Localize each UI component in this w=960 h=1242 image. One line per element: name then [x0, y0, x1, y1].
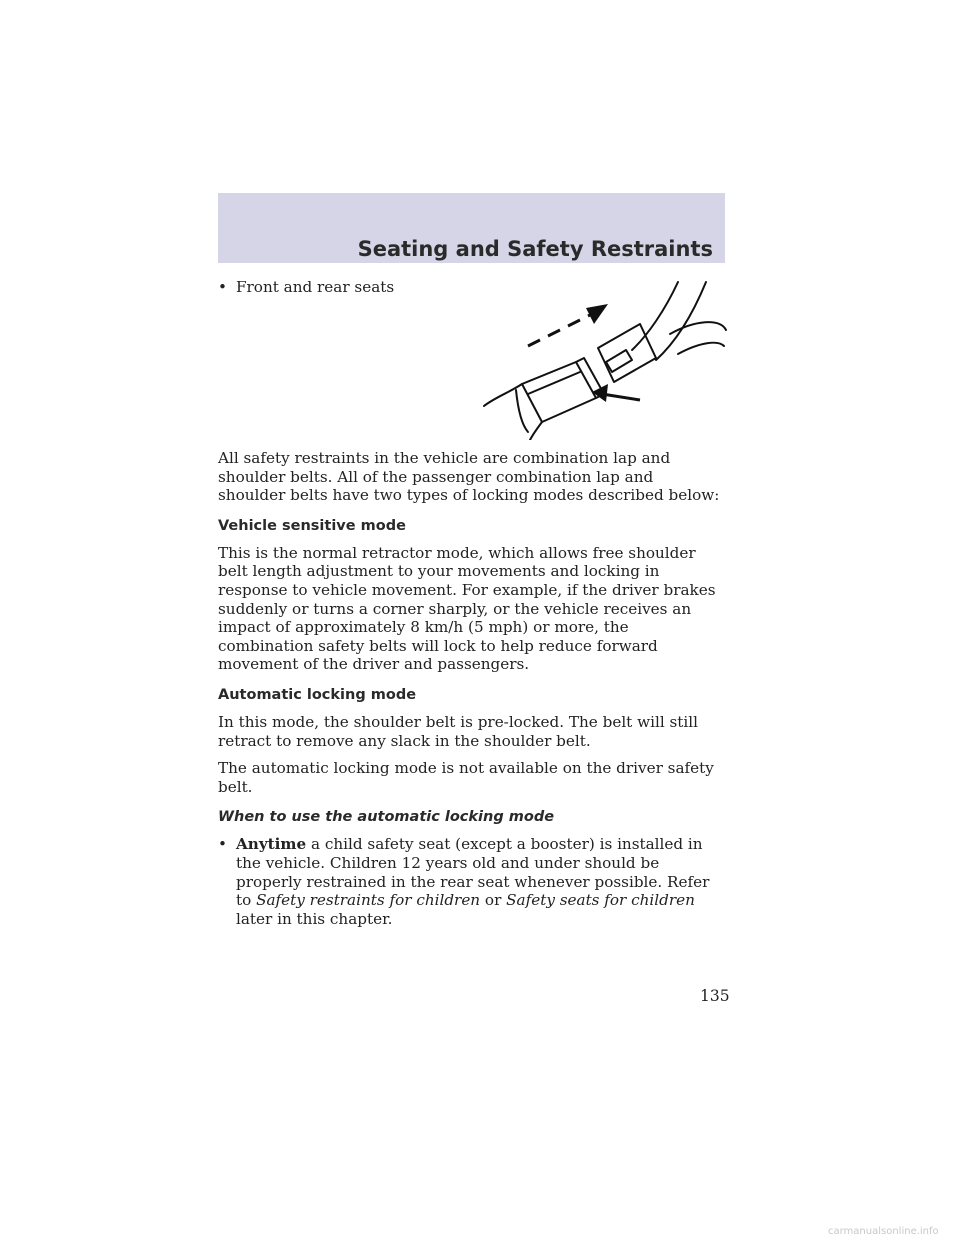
- bullet-text-3: later in this chapter.: [236, 909, 393, 928]
- link-safety-seats-for-children: Safety seats for children: [506, 891, 695, 910]
- bullet-text-2: or: [480, 891, 507, 910]
- section-header-band: [218, 193, 725, 263]
- bullet-item-front-rear-seats: [218, 278, 476, 297]
- heading-automatic-locking-mode: Automatic locking mode: [218, 686, 417, 703]
- section-title: Seating and Safety Restraints: [357, 237, 713, 261]
- watermark: carmanualsonline.info: [828, 1226, 939, 1237]
- bullet-item-anytime: [218, 835, 725, 928]
- automatic-locking-paragraph-1: In this mode, the shoulder belt is pre-locked. The belt will still retract to remove any slack in the shoulder belt.: [218, 712, 698, 750]
- bullet-text-1: a child safety seat (except a booster) is installed in the vehicle. Children 12 years old and under should be properly restrained in the rear seat whenever possible. Refer to: [236, 835, 710, 910]
- intro-paragraph: All safety restraints in the vehicle are combination lap and shoulder belts. All of the passenger combination lap and shoulder belts have two types of locking modes described below:: [218, 449, 720, 505]
- bullet-body: [236, 835, 709, 927]
- heading-when-to-use: When to use the automatic locking mode: [218, 809, 555, 826]
- bullet-dot: •: [218, 835, 227, 854]
- automatic-locking-paragraph-2: The automatic locking mode is not available on the driver safety belt.: [218, 759, 714, 796]
- bullet-dot: •: [218, 278, 227, 296]
- page-content: [218, 278, 725, 928]
- bold-anytime: Anytime: [236, 835, 307, 854]
- heading-vehicle-sensitive-mode: Vehicle sensitive mode: [218, 517, 406, 534]
- page-number: 135: [700, 987, 730, 1005]
- bullet-text: Front and rear seats: [236, 278, 395, 296]
- seat-belt-buckle-icon: [480, 280, 728, 440]
- figure-row: [218, 278, 725, 440]
- vehicle-sensitive-paragraph: This is the normal retractor mode, which allows free shoulder belt length adjustment to your movements and locking in response to vehicle movement. For example, if the driver brakes suddenly or turns a corner sharply, or the vehicle receives an impact of approximately 8 km/h (5 mph) or more, the combination safety belts will lock to help reduce forward movement of the driver and passengers.: [218, 543, 716, 674]
- link-safety-restraints-for-children: Safety restraints for children: [256, 891, 481, 910]
